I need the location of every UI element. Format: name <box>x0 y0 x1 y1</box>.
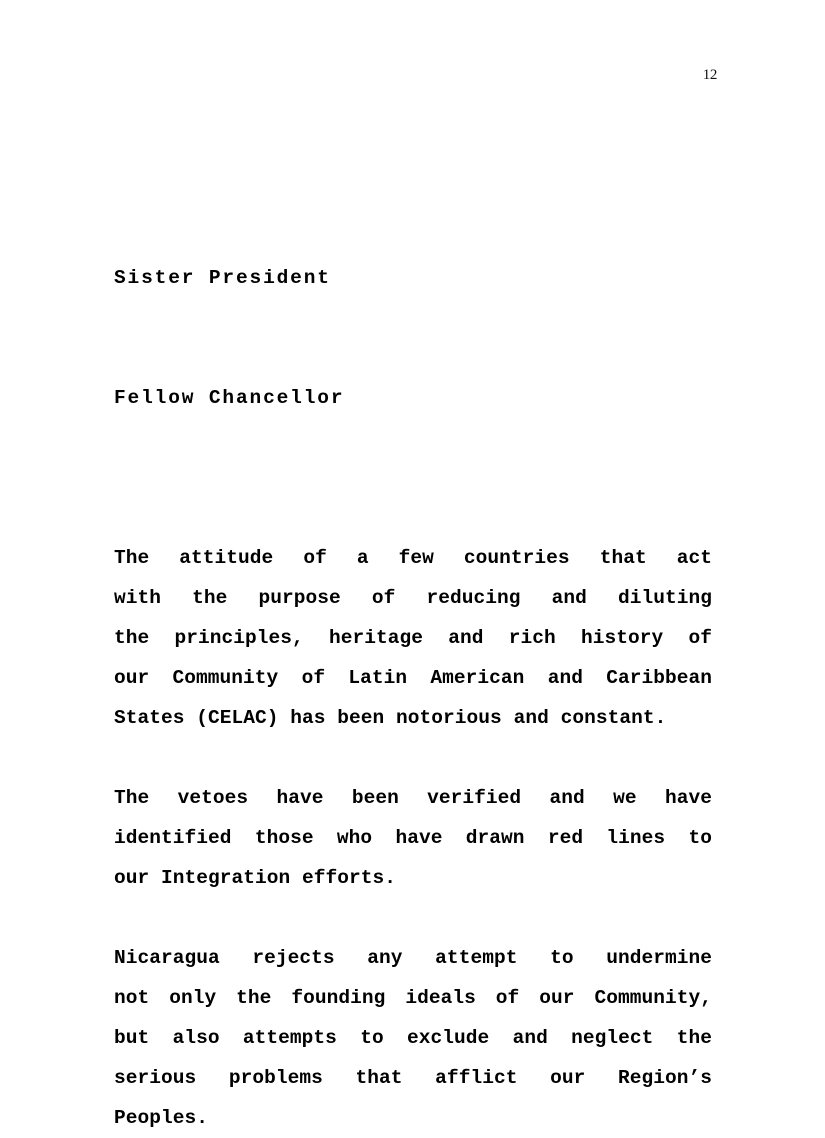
paragraph-1-line-4: our Community of Latin American and Caribbean <box>114 667 712 689</box>
paragraph-spacer-1 <box>114 738 712 778</box>
paragraph-1-line-1: The attitude of a few countries that act <box>114 547 712 569</box>
paragraph-1-line-2: with the purpose of reducing and diluting <box>114 587 712 609</box>
paragraph-3-line-3: but also attempts to exclude and neglect the <box>114 1027 712 1049</box>
paragraph-2 <box>114 778 712 898</box>
paragraph-3 <box>114 938 712 1138</box>
paragraph-1 <box>114 538 712 738</box>
document-body <box>114 178 712 1138</box>
paragraph-2-line-3: our Integration efforts. <box>114 867 397 889</box>
paragraph-3-line-1: Nicaragua rejects any attempt to undermine <box>114 947 712 969</box>
paragraph-spacer-2 <box>114 898 712 938</box>
salutation-spacer <box>114 498 712 538</box>
salutation-block <box>114 178 712 498</box>
salutation-line-1: Sister President <box>114 267 331 289</box>
salutation-line-2: Fellow Chancellor <box>114 387 345 409</box>
paragraph-3-line-5: Peoples. <box>114 1107 209 1129</box>
page-number: 12 <box>702 67 717 83</box>
paragraph-2-line-2: identified those who have drawn red lines to <box>114 827 712 849</box>
paragraph-1-line-3: the principles, heritage and rich history of <box>114 627 712 649</box>
paragraph-2-line-1: The vetoes have been verified and we have <box>114 787 712 809</box>
paragraph-1-line-5: States (CELAC) has been notorious and constant. <box>114 707 667 729</box>
paragraph-3-line-4: serious problems that afflict our Region’s <box>114 1067 712 1089</box>
paragraph-3-line-2: not only the founding ideals of our Community, <box>114 987 712 1009</box>
